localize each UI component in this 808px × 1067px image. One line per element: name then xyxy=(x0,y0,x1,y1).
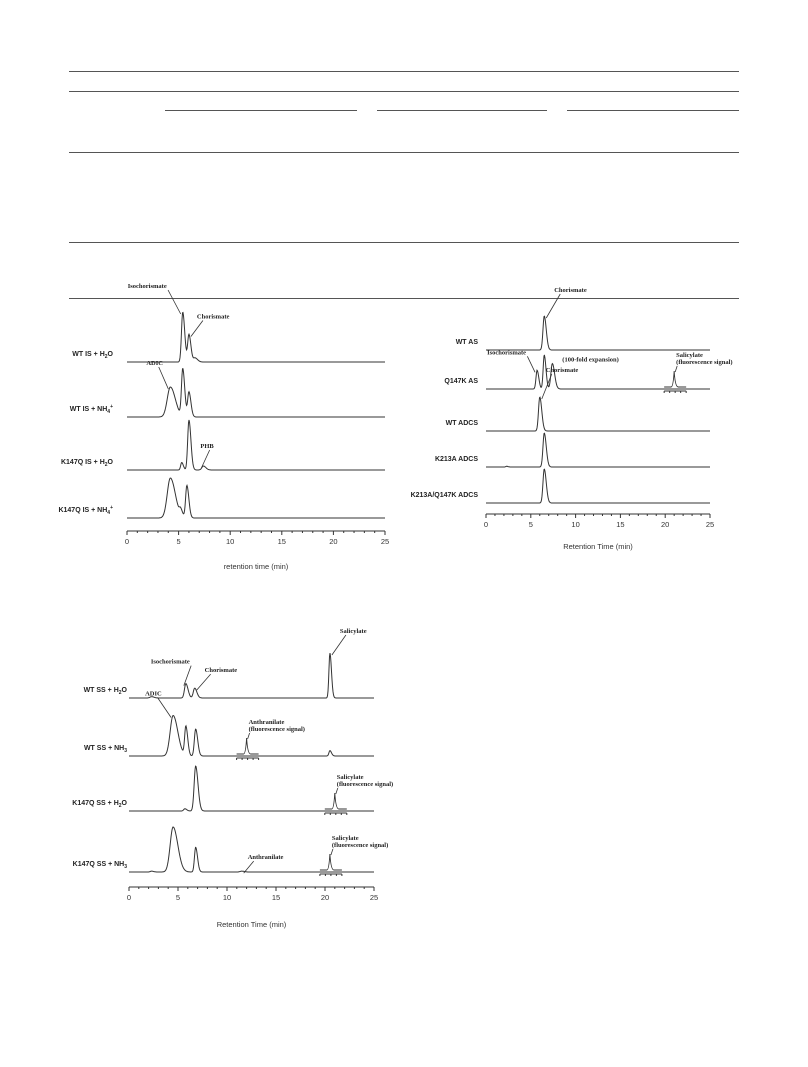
inset-annotation-sub: (fluorescence signal) xyxy=(676,359,733,366)
annotation-arrow xyxy=(184,666,191,686)
annotation-arrow xyxy=(201,450,209,468)
x-tick-label: 25 xyxy=(705,520,715,529)
peak-annotation: ADIC xyxy=(146,360,163,367)
chromatogram-trace xyxy=(486,397,710,431)
trace-label: WT IS + $H_2O$ xyxy=(72,351,113,360)
x-axis-title: retention time (min) xyxy=(223,562,289,571)
x-tick-label: 25 xyxy=(369,893,379,902)
chromatogram-trace xyxy=(127,313,385,363)
peak-annotation: Anthranilate xyxy=(247,854,284,862)
trace-label: Q147K AS xyxy=(444,378,478,385)
annotation-arrow xyxy=(159,367,169,389)
table-group-rule-3 xyxy=(567,110,739,111)
trace-label: K213A/Q147K ADCS xyxy=(410,492,478,499)
inset-arrow xyxy=(336,788,338,794)
trace-label: K213A ADCS xyxy=(434,456,478,463)
annotation-arrow xyxy=(244,861,254,873)
inset-annotation: Salicylate xyxy=(336,774,364,781)
chromatogram-trace xyxy=(486,316,710,350)
fluorescence-inset-trace xyxy=(664,371,686,387)
peak-annotation: (100-fold expansion) xyxy=(562,356,619,364)
x-tick-label: 5 xyxy=(528,520,533,529)
table-group-rule-2 xyxy=(377,110,547,111)
x-tick-label: 10 xyxy=(222,893,232,902)
trace-label: WT ADCS xyxy=(445,420,478,427)
peak-annotation: Isochorismate xyxy=(127,283,167,290)
x-tick-label: 10 xyxy=(226,537,235,546)
x-axis-title: Retention Time (min) xyxy=(216,920,287,929)
table-body-rule xyxy=(69,152,739,153)
x-tick-label: 0 xyxy=(483,520,489,529)
x-axis-title: Retention Time (min) xyxy=(563,542,633,551)
inset-annotation-sub: (fluorescence signal) xyxy=(248,726,305,733)
x-tick-label: 20 xyxy=(661,520,670,529)
x-tick-label: 15 xyxy=(277,537,286,546)
fluorescence-inset-trace xyxy=(325,793,347,809)
trace-label: WT SS + $NH_3$ xyxy=(83,745,127,754)
x-tick-label: 10 xyxy=(571,520,580,529)
x-tick-label: 15 xyxy=(616,520,625,529)
inset-annotation-sub: (fluorescence signal) xyxy=(336,781,394,788)
trace-label: WT SS + $H_2O$ xyxy=(83,687,127,696)
chromatogram-svg-as-adcs xyxy=(400,287,808,560)
inset-arrow xyxy=(675,366,677,372)
chromatogram-trace xyxy=(486,433,710,467)
x-tick-label: 5 xyxy=(176,537,181,546)
table-top-rule xyxy=(69,71,739,72)
x-tick-label: 0 xyxy=(126,893,132,902)
annotation-arrow xyxy=(168,290,181,314)
fluorescence-inset-trace xyxy=(237,738,259,754)
peak-annotation: Isochorismate xyxy=(150,658,190,666)
inset-annotation: Anthranilate xyxy=(248,719,285,726)
trace-label: K147Q IS + $H_2O$ xyxy=(60,459,113,468)
inset-annotation-sub: (fluorescence signal) xyxy=(331,842,389,849)
chromatogram-panel-is xyxy=(0,283,400,580)
inset-arrow xyxy=(248,733,250,739)
chromatogram-panel-as-adcs xyxy=(400,287,808,560)
table-section-rule xyxy=(69,242,739,243)
trace-label: WT IS + $NH_4^+$ xyxy=(69,404,113,415)
annotation-arrow xyxy=(527,356,535,372)
peak-annotation: ADIC xyxy=(145,690,162,698)
fluorescence-inset-trace xyxy=(320,854,342,870)
inset-arrow xyxy=(331,849,333,855)
peak-annotation: Salicylate xyxy=(339,628,367,635)
trace-label: K147Q SS + $H_2O$ xyxy=(72,800,127,809)
x-tick-label: 5 xyxy=(175,893,181,902)
annotation-arrow xyxy=(158,698,172,718)
table-bottom-rule xyxy=(69,298,739,299)
chromatogram-trace xyxy=(127,369,385,417)
x-tick-label: 25 xyxy=(380,537,390,546)
trace-label: K147Q SS + $NH_3$ xyxy=(72,861,127,870)
chromatogram-svg-is xyxy=(0,283,400,580)
chromatogram-trace xyxy=(127,478,385,518)
chromatogram-svg-ss xyxy=(0,628,420,940)
annotation-arrow xyxy=(332,635,346,655)
inset-annotation: Salicylate xyxy=(676,352,703,359)
trace-label: K147Q IS + $NH_4^+$ xyxy=(58,505,113,516)
peak-annotation: Chorismate xyxy=(554,287,587,294)
inset-annotation: Salicylate xyxy=(331,835,359,842)
x-tick-label: 15 xyxy=(271,893,281,902)
peak-annotation: Chorismate xyxy=(204,667,238,675)
chromatogram-trace xyxy=(486,469,710,503)
x-tick-label: 0 xyxy=(124,537,130,546)
peak-annotation: Chorismate xyxy=(196,313,230,321)
table-group-rule-1 xyxy=(165,110,357,111)
chromatogram-trace xyxy=(127,420,385,470)
annotation-arrow xyxy=(191,321,203,337)
table-header-rule xyxy=(69,91,739,92)
peak-annotation: PHB xyxy=(200,443,214,450)
x-tick-label: 20 xyxy=(320,893,330,902)
chromatogram-panel-ss xyxy=(0,628,420,940)
chromatogram-trace xyxy=(129,827,374,872)
annotation-arrow xyxy=(197,674,211,690)
trace-label: WT AS xyxy=(455,339,478,346)
x-tick-label: 20 xyxy=(329,537,338,546)
peak-annotation: Chorismate xyxy=(545,367,579,374)
peak-annotation: Isochorismate xyxy=(487,349,527,357)
